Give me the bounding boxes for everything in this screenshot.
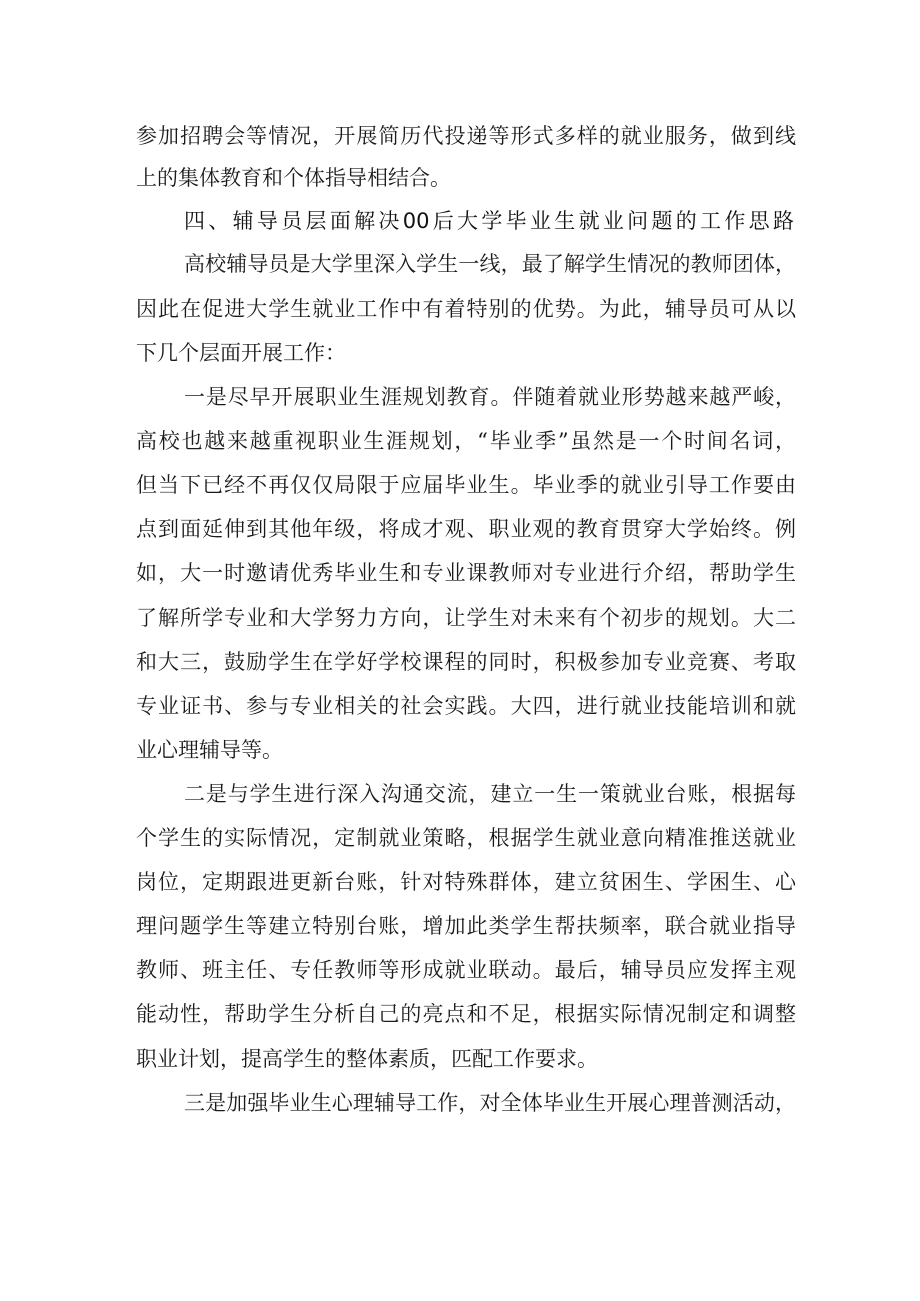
paragraph-line: 职业计划，提高学生的整体素质，匹配工作要求。 bbox=[136, 1047, 598, 1071]
paragraph-line: 教师、班主任、专任教师等形成就业联动。最后，辅导员应发挥主观 bbox=[136, 958, 796, 982]
paragraph-line: 高校也越来越重视职业生涯规划，“毕业季”虽然是一个时间名词， bbox=[136, 429, 796, 453]
paragraph-line: 和大三，鼓励学生在学好学校课程的同时，积极参加专业竞赛、考取 bbox=[136, 650, 796, 674]
paragraph-line: 岗位，定期跟进更新台账，针对特殊群体，建立贫困生、学困生、心 bbox=[136, 870, 796, 894]
paragraph-line: 专业证书、参与专业相关的社会实践。大四，进行就业技能培训和就 bbox=[136, 694, 796, 718]
paragraph-line: 但当下已经不再仅仅局限于应届毕业生。毕业季的就业引导工作要由 bbox=[136, 473, 796, 497]
paragraph-line: 参加招聘会等情况，开展简历代投递等形式多样的就业服务，做到线 bbox=[136, 124, 796, 148]
paragraph-line: 了解所学专业和大学努力方向，让学生对未来有个初步的规划。大二 bbox=[136, 606, 796, 630]
paragraph-line: 二是与学生进行深入沟通交流，建立一生一策就业台账，根据每 bbox=[184, 782, 796, 806]
section-heading: 四、辅导员层面解决00后大学毕业生就业问题的工作思路 bbox=[184, 209, 794, 233]
paragraph-line: 业心理辅导等。 bbox=[136, 738, 283, 762]
paragraph-line: 如，大一时邀请优秀毕业生和专业课教师对专业进行介绍，帮助学生 bbox=[136, 561, 796, 585]
paragraph-line: 三是加强毕业生心理辅导工作，对全体毕业生开展心理普测活动， bbox=[184, 1091, 796, 1115]
paragraph-line: 下几个层面开展工作： bbox=[136, 341, 346, 365]
paragraph-line: 能动性，帮助学生分析自己的亮点和不足，根据实际情况制定和调整 bbox=[136, 1002, 796, 1026]
paragraph-line: 上的集体教育和个体指导相结合。 bbox=[136, 166, 451, 190]
paragraph-line: 点到面延伸到其他年级，将成才观、职业观的教育贯穿大学始终。例 bbox=[136, 517, 796, 541]
paragraph-line: 一是尽早开展职业生涯规划教育。伴随着就业形势越来越严峻， bbox=[184, 385, 796, 409]
paragraph-line: 个学生的实际情况，定制就业策略，根据学生就业意向精准推送就业 bbox=[136, 826, 796, 850]
paragraph-line: 高校辅导员是大学里深入学生一线，最了解学生情况的教师团体， bbox=[184, 252, 796, 276]
paragraph-line: 理问题学生等建立特别台账，增加此类学生帮扶频率，联合就业指导 bbox=[136, 914, 796, 938]
paragraph-line: 因此在促进大学生就业工作中有着特别的优势。为此，辅导员可从以 bbox=[136, 297, 796, 321]
